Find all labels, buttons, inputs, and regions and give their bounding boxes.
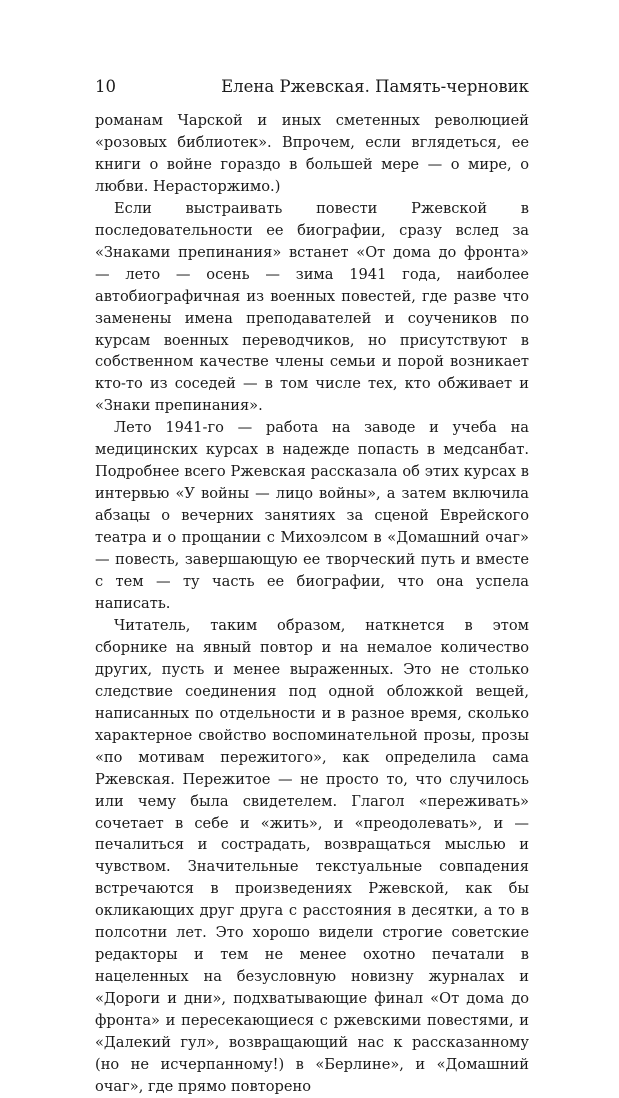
paragraph: Лето 1941-го — работа на заводе и учеба на медицинских курсах в надежде попасть в медсанбат. Подробнее всего Ржевская рассказала об этих курсах в интервью «У войны — лицо войны», а затем включила абзацы о вечерних занятиях за сценой Еврейского театра и о прощании с Михоэлсом в «Домашний очаг» — повесть, завершающую ее творческий путь и вместе с тем — ту часть ее биографии, что она успела написать. <box>95 419 529 612</box>
paragraph: Если выстраивать повести Ржевской в последовательности ее биографии, сразу вслед за «Знаками препинания» встанет «От дома до фронта» — лето — осень — зима 1941 года, наиболее автобиографичная из военных повестей, где разве что заменены имена преподавателей и соучеников по курсам военных переводчиков, но присутствуют в собственном качестве члены семьи и порой возникает кто-то из соседей — в том числе тех, кто обживает и «Знаки препинания». <box>95 199 529 415</box>
paragraph: Читатель, таким образом, наткнется в этом сборнике на явный повтор и на немалое количество других, пусть и менее выраженных. Это не столько следствие соединения под одной обложкой вещей, написанных по отдельности и в разное время, сколько характерное свойство воспоминательной прозы, прозы «по мотивам пережитого», как определила сама Ржевская. Пережитое — не просто то, что случилось или чему была свидетелем. Глагол «переживать» сочетает в себе и «жить», и «преодолевать», и — печалиться и сострадать, возвращаться мыслью и чувством. Значительные текстуальные совпадения встречаются в произведениях Ржевской, как бы окликающих друг друга с расстояния в десятки, а то в полсотни лет. Это хорошо видели строгие советские редакторы и тем не менее охотно печатали в нацеленных на безусловную новизну журналах и «Дороги и дни», подхватывающие финал «От дома до фронта» и пересекающиеся с ржевскими повестями, и «Далекий гул», возвращающий нас к рассказанному (но не исчерпанному!) в «Берлине», и «Домашний очаг», где прямо повторено <box>95 616 529 1095</box>
page-number: 10 <box>95 77 116 96</box>
running-head <box>95 76 529 98</box>
book-page <box>95 76 529 1098</box>
body-text <box>95 110 529 1098</box>
running-title: Елена Ржевская. Память-черновик <box>221 77 529 96</box>
paragraph-continued: романам Чарской и иных сметенных революцией «розовых библиотек». Впрочем, если вглядеться, ее книги о войне гораздо в большей мере — о мире, о любви. Нерасторжимо.) <box>95 112 529 195</box>
